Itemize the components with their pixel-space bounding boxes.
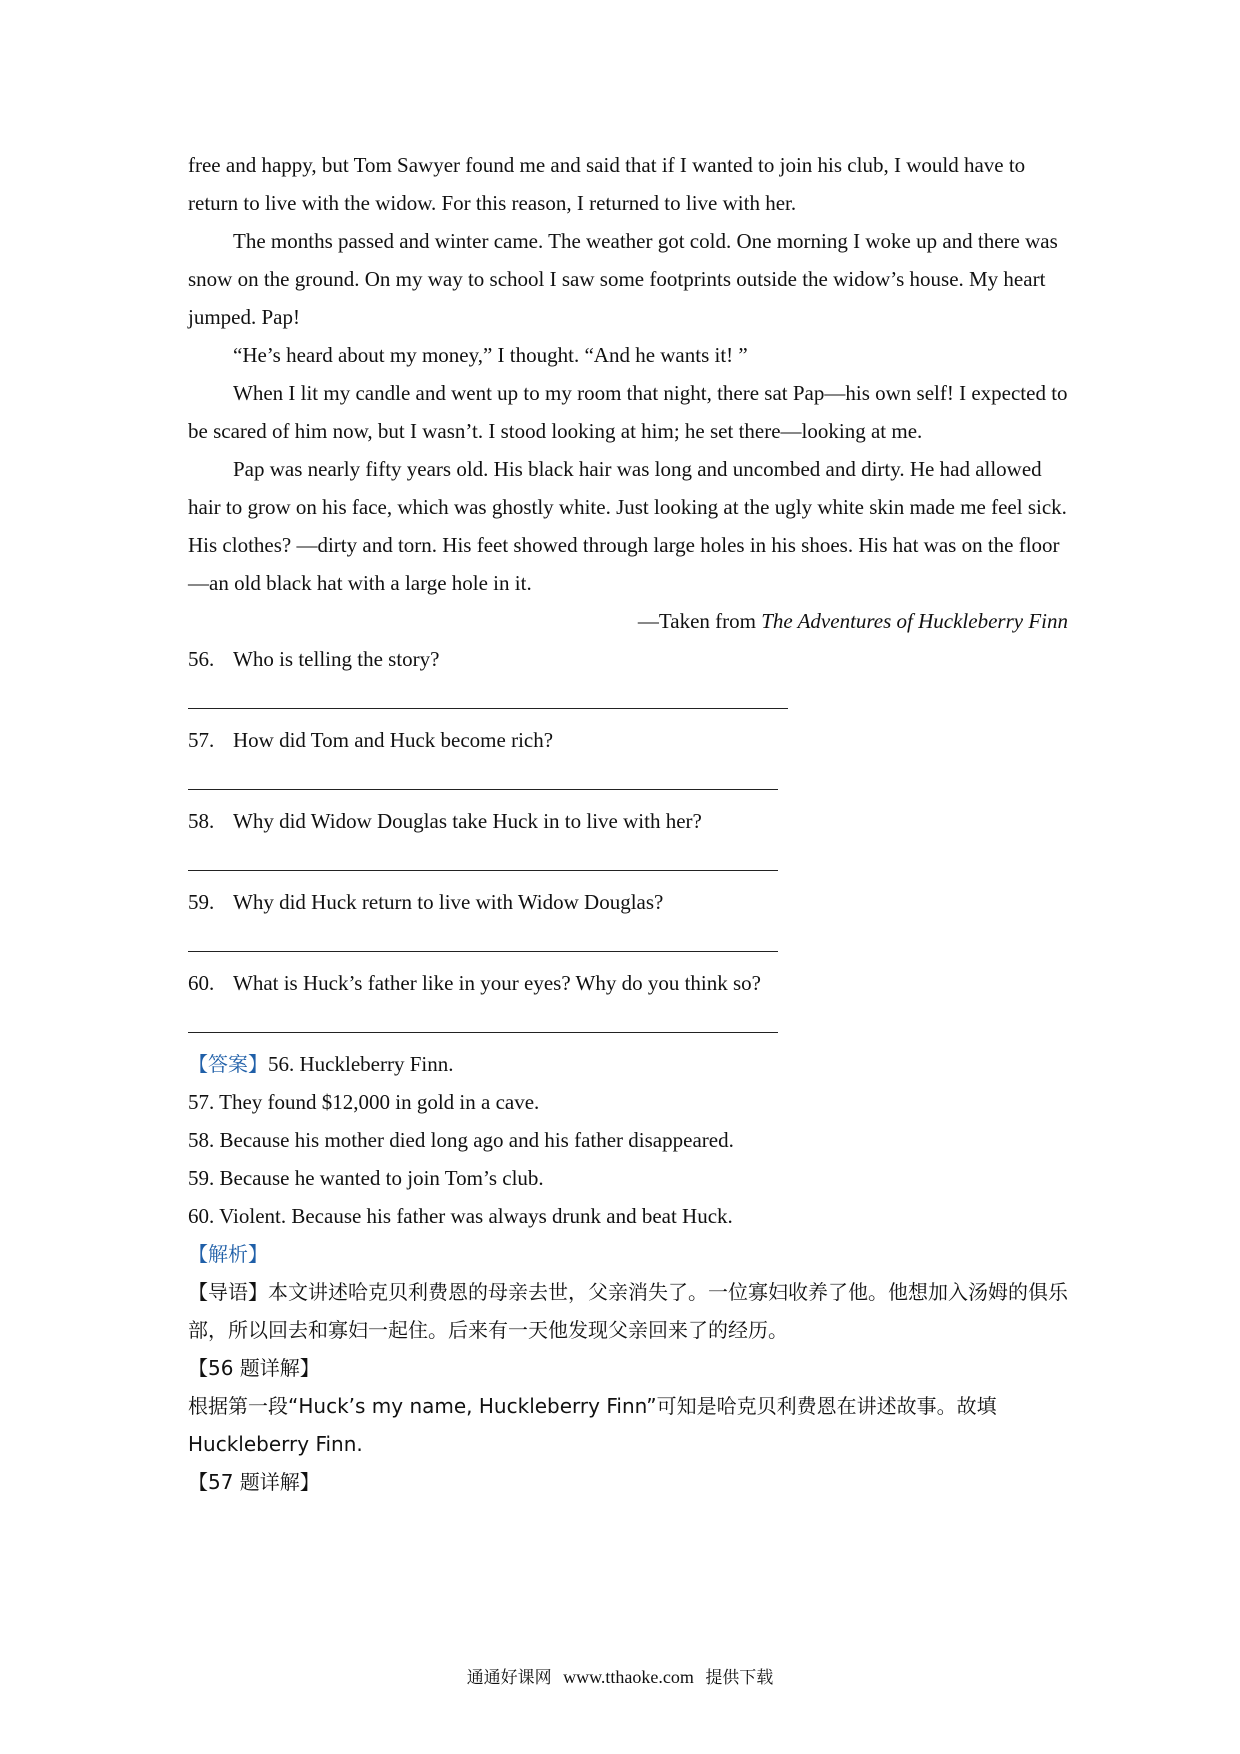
question-number: 60.	[188, 971, 215, 995]
question-text: Why did Widow Douglas take Huck in to live with her?	[233, 809, 702, 833]
footer-suffix: 提供下载	[705, 1668, 774, 1688]
question-number: 59.	[188, 890, 215, 914]
answer-58: 58. Because his mother died long ago and his father disappeared.	[188, 1128, 734, 1152]
answer-line[interactable]	[188, 708, 788, 709]
answer-59: 59. Because he wanted to join Tom’s club.	[188, 1166, 544, 1190]
passage-attribution	[188, 602, 1068, 640]
question-text: How did Tom and Huck become rich?	[233, 728, 554, 752]
question-text: Who is telling the story?	[233, 647, 440, 671]
question-58	[188, 802, 1068, 871]
q56-detail-text: 根据第一段“Huck’s my name, Huckleberry Finn”可知是哈克贝利费恩在讲述故事。故填 Huckleberry Finn.	[188, 1394, 997, 1456]
answer-57: 57. They found $12,000 in gold in a cave.	[188, 1090, 540, 1114]
footer-url[interactable]: www.tthaoke.com	[563, 1667, 694, 1687]
question-text: What is Huck’s father like in your eyes? Why do you think so?	[233, 971, 761, 995]
question-59	[188, 883, 1068, 952]
question-number: 56.	[188, 647, 215, 671]
answer-label: 【答案】	[188, 1052, 268, 1076]
question-57	[188, 721, 1068, 790]
answer-text: 56. Huckleberry Finn.	[268, 1052, 454, 1076]
intro-text: 本文讲述哈克贝利费恩的母亲去世，父亲消失了。一位寡妇收养了他。他想加入汤姆的俱乐部，所以回去和寡妇一起住。后来有一天他发现父亲回来了的经历。	[188, 1280, 1068, 1342]
passage-paragraph-2: The months passed and winter came. The weather got cold. One morning I woke up and there was snow on the ground. On my way to school I saw some footprints outside the widow’s house. My heart jumped. Pap!	[188, 229, 1058, 329]
q57-detail-label: 【57 题详解】	[188, 1470, 320, 1494]
analysis-intro	[188, 1273, 1068, 1349]
question-60	[188, 964, 1068, 1033]
document-body	[188, 146, 1068, 1501]
answer-line[interactable]	[188, 1032, 778, 1033]
question-number: 58.	[188, 809, 215, 833]
passage-paragraph-4: When I lit my candle and went up to my room that night, there sat Pap—his own self! I expected to be scared of him now, but I wasn’t. I stood looking at him; he set there—looking at me.	[188, 381, 1068, 443]
passage-paragraph-1: free and happy, but Tom Sawyer found me and said that if I wanted to join his club, I would have to return to live with the widow. For this reason, I returned to live with her.	[188, 153, 1026, 215]
question-number: 57.	[188, 728, 215, 752]
answer-line[interactable]	[188, 951, 778, 952]
passage-paragraph-3: “He’s heard about my money,” I thought. “And he wants it! ”	[233, 343, 748, 367]
answer-line[interactable]	[188, 870, 778, 871]
question-56	[188, 640, 1068, 709]
answer-line[interactable]	[188, 789, 778, 790]
answer-60: 60. Violent. Because his father was always drunk and beat Huck.	[188, 1204, 733, 1228]
answer-56	[188, 1045, 1068, 1083]
footer-site-name: 通通好课网	[466, 1668, 552, 1688]
attribution-prefix: —Taken from	[637, 609, 762, 633]
analysis-label: 【解析】	[188, 1242, 268, 1266]
question-text: Why did Huck return to live with Widow Douglas?	[233, 890, 664, 914]
attribution-title: The Adventures of Huckleberry Finn	[761, 609, 1068, 633]
intro-label: 【导语】	[188, 1280, 268, 1304]
passage-paragraph-5: Pap was nearly fifty years old. His black hair was long and uncombed and dirty. He had allowed hair to grow on his face, which was ghostly white. Just looking at the ugly white skin made me feel sick. His clothes? —dirty and torn. His feet showed through large holes in his shoes. His hat was on the floor—an old black hat with a large hole in it.	[188, 457, 1067, 595]
q56-detail-label: 【56 题详解】	[188, 1356, 320, 1380]
page-footer	[0, 1663, 1240, 1688]
